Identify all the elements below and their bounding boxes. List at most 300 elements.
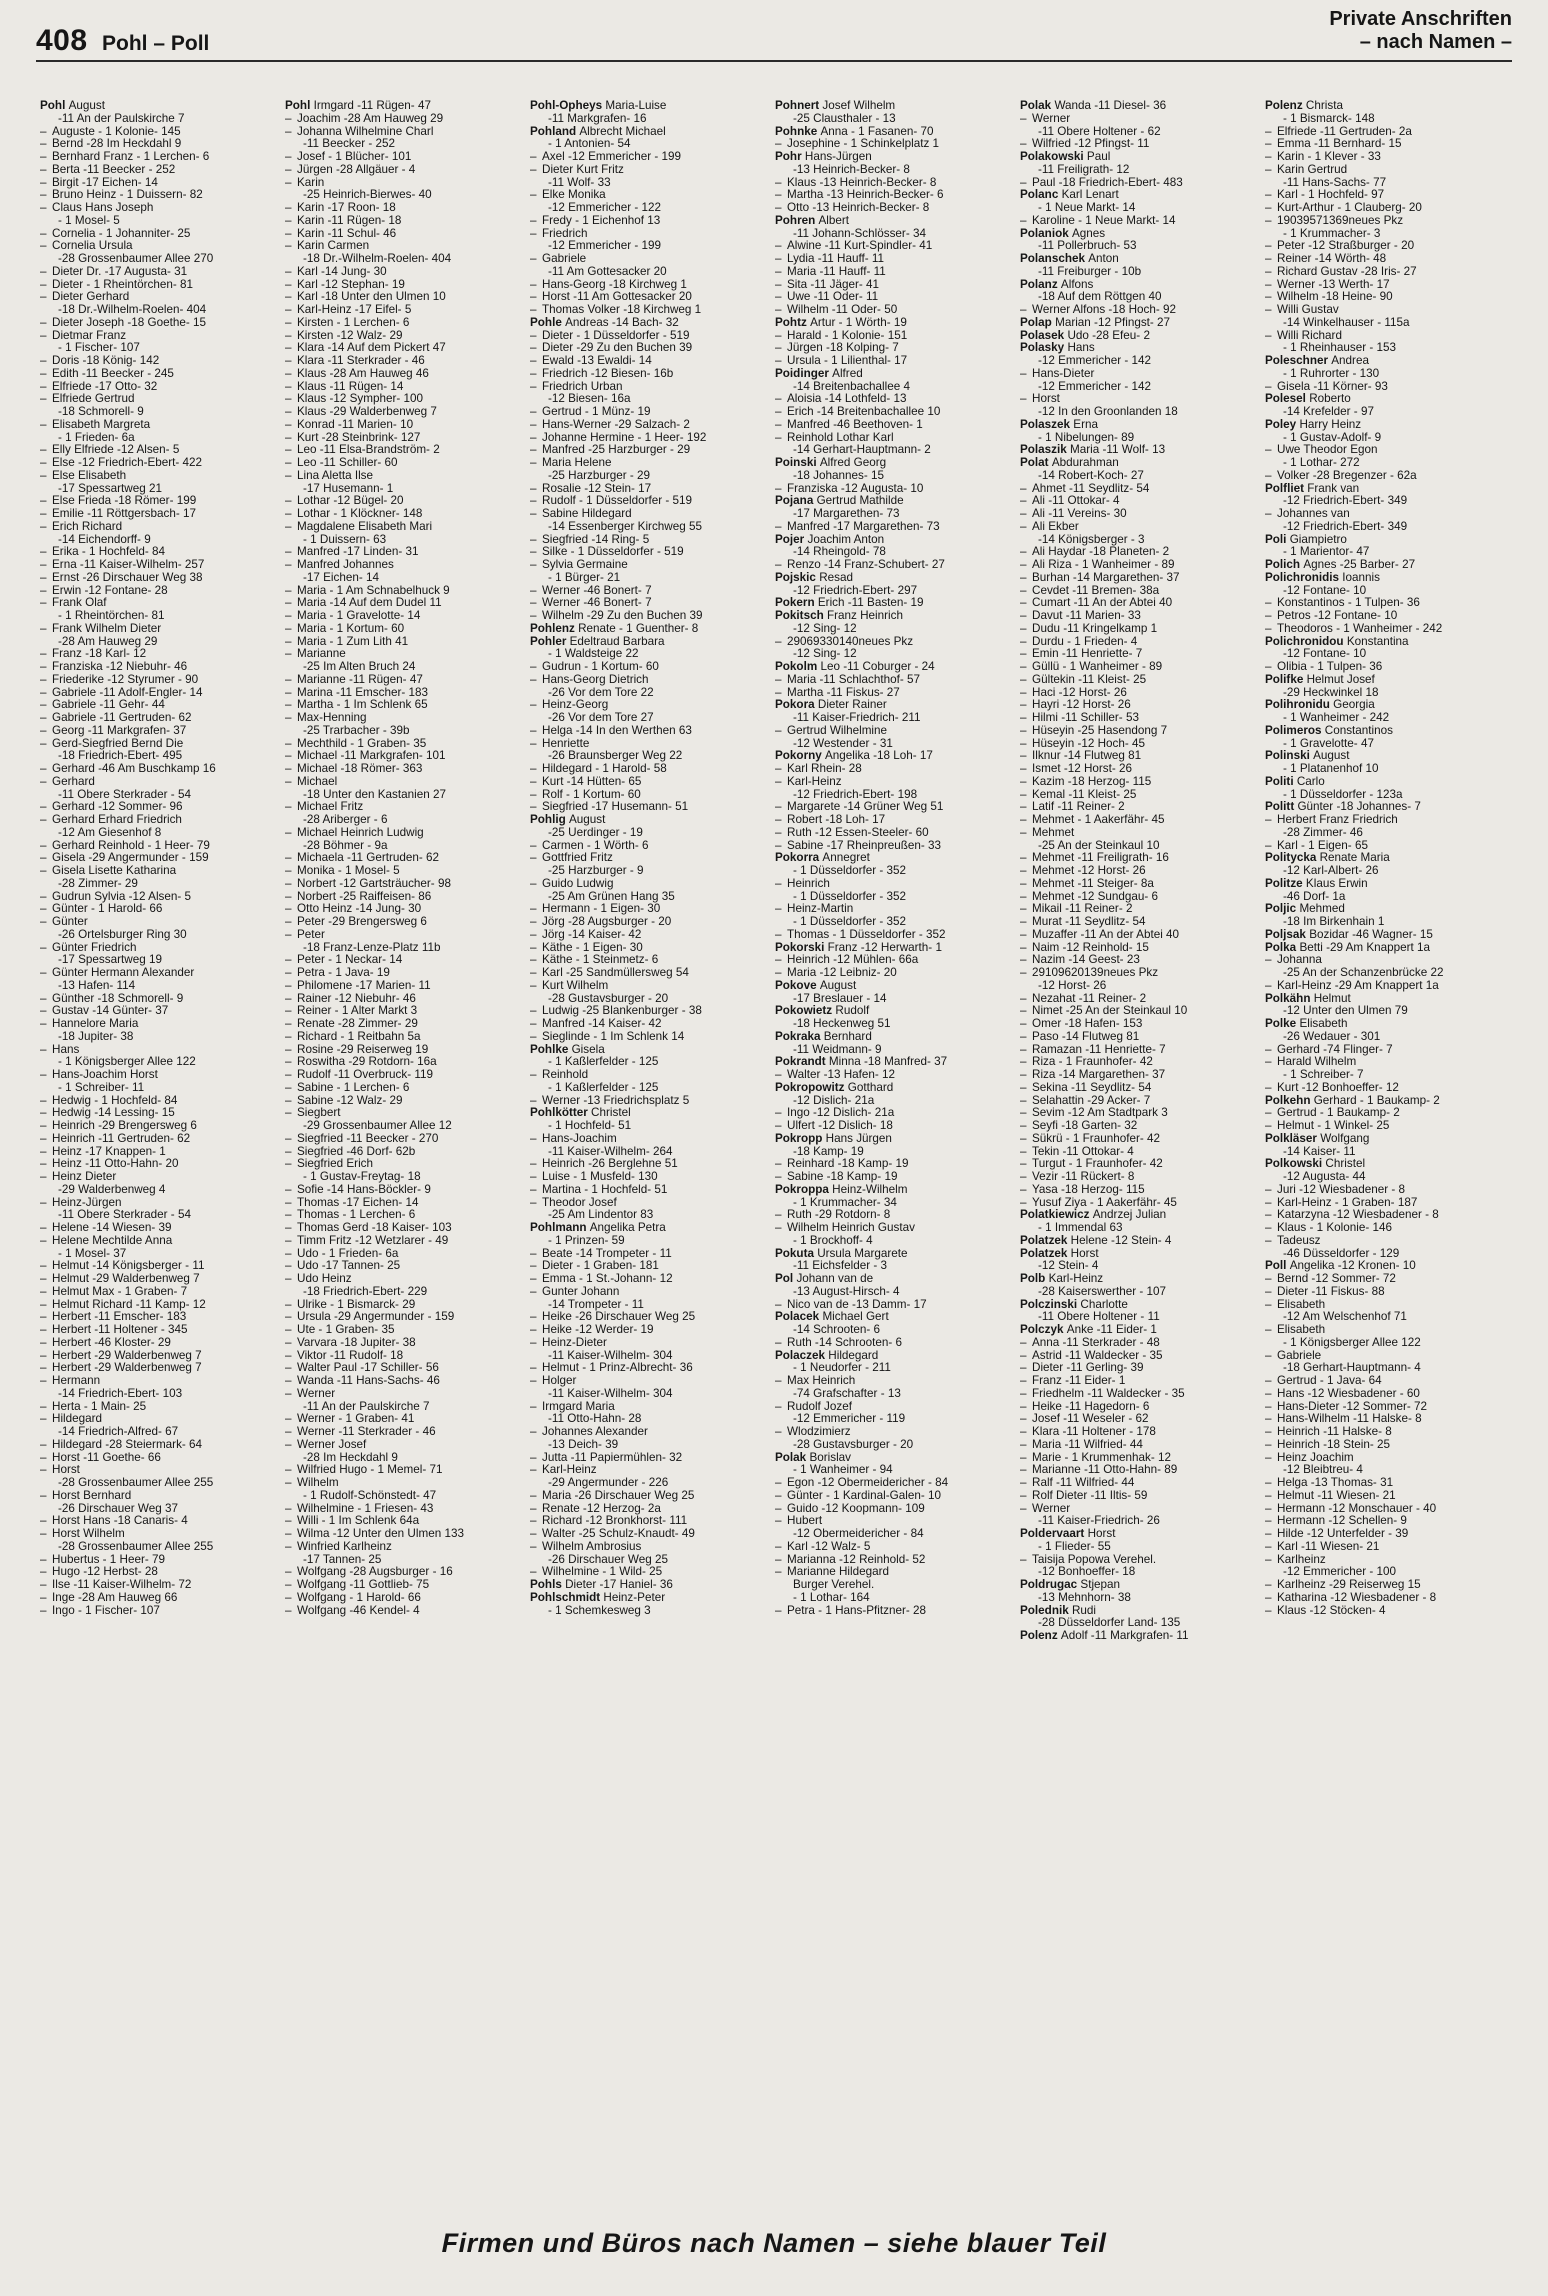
directory-entry bbox=[1020, 508, 1260, 521]
directory-entry bbox=[530, 801, 770, 814]
directory-entry bbox=[775, 1069, 1015, 1082]
same-surname-dash: – bbox=[775, 240, 782, 253]
same-surname-dash: – bbox=[1020, 737, 1027, 750]
entry-text: Emilie -11 Röttgersbach- 17 bbox=[52, 508, 196, 520]
directory-entry bbox=[285, 100, 525, 113]
entry-text: Wilhelmine - 1 Friesen- 43 bbox=[297, 1502, 434, 1515]
entry-text: -14 Robert-Koch- 27 bbox=[1038, 469, 1144, 482]
same-surname-dash: – bbox=[775, 1336, 782, 1349]
same-surname-dash: – bbox=[530, 979, 537, 992]
directory-entry bbox=[285, 1184, 525, 1197]
continuation-indent bbox=[40, 1541, 58, 1554]
entry-text: Josephine - 1 Schinkelplatz 1 bbox=[787, 138, 940, 151]
same-surname-dash: – bbox=[40, 418, 47, 431]
entry-text: Willi Richard bbox=[1277, 329, 1342, 342]
entry-text: Karl-Heinz -17 Eifel- 5 bbox=[297, 304, 412, 316]
directory-entry bbox=[40, 636, 280, 649]
entry-text: Hans-Dieter bbox=[1032, 367, 1095, 380]
directory-entry bbox=[530, 610, 770, 623]
continuation-indent bbox=[1020, 1592, 1038, 1605]
entry-text: Hildegard bbox=[828, 1349, 879, 1362]
continuation-indent bbox=[40, 980, 58, 993]
entry-text: Gertrud Mathilde bbox=[816, 495, 904, 508]
same-surname-dash: – bbox=[530, 1183, 537, 1196]
same-surname-dash: – bbox=[285, 1273, 292, 1285]
directory-entry bbox=[530, 177, 770, 190]
entry-text: Marianne -11 Rügen- 47 bbox=[297, 673, 423, 686]
entry-text: Hans-Werner -29 Salzach- 2 bbox=[542, 418, 690, 431]
directory-entry bbox=[40, 1554, 280, 1567]
directory-entry bbox=[1265, 189, 1505, 202]
directory-entry bbox=[1265, 1554, 1505, 1567]
same-surname-dash: – bbox=[285, 393, 292, 406]
entry-text: Frank Wilhelm Dieter bbox=[52, 622, 162, 635]
directory-entry bbox=[285, 1503, 525, 1516]
entry-text: Albrecht Michael bbox=[579, 125, 666, 138]
same-surname-dash: – bbox=[285, 1566, 292, 1579]
continuation-indent bbox=[1265, 916, 1283, 929]
entry-text: Heike -26 Dirschauer Weg 25 bbox=[542, 1311, 696, 1324]
directory-entry bbox=[530, 1107, 770, 1120]
same-surname-dash: – bbox=[1265, 240, 1272, 253]
same-surname-dash: – bbox=[40, 1120, 47, 1132]
same-surname-dash: – bbox=[530, 1464, 537, 1477]
directory-entry bbox=[530, 1158, 770, 1171]
same-surname-dash: – bbox=[40, 839, 47, 852]
entry-text: Frank Olaf bbox=[52, 597, 107, 610]
continuation-indent bbox=[285, 814, 303, 827]
continuation-indent bbox=[530, 202, 548, 215]
directory-entry bbox=[1020, 1350, 1260, 1363]
same-surname-dash: – bbox=[530, 278, 537, 291]
same-surname-dash: – bbox=[1020, 788, 1027, 801]
continuation-indent bbox=[285, 253, 303, 266]
entry-text: Wilhelm bbox=[297, 1477, 339, 1489]
entry-text: Gunter Johann bbox=[542, 1285, 620, 1298]
entry-text: Hans -12 Wiesbadener - 60 bbox=[1277, 1387, 1420, 1400]
directory-entry bbox=[1265, 1464, 1505, 1477]
entry-text: Burhan -14 Margarethen- 37 bbox=[1032, 571, 1180, 584]
continuation-indent bbox=[530, 1235, 548, 1248]
directory-entry bbox=[285, 1197, 525, 1210]
continuation-indent bbox=[40, 1031, 58, 1044]
same-surname-dash: – bbox=[1020, 814, 1027, 826]
entry-text: Maria -11 Schlachthof- 57 bbox=[787, 673, 920, 686]
directory-entry bbox=[285, 1209, 525, 1222]
same-surname-dash: – bbox=[775, 1069, 782, 1081]
entry-text: Hermann -12 Schellen- 9 bbox=[1277, 1515, 1407, 1528]
entry-text: Gisela Lisette Katharina bbox=[52, 865, 177, 877]
directory-entry bbox=[530, 1005, 770, 1018]
directory-entry bbox=[1020, 980, 1260, 993]
entry-text: Reinhold bbox=[542, 1069, 589, 1081]
same-surname-dash: – bbox=[40, 661, 47, 673]
entry-text: - 1 Antonien- 54 bbox=[548, 138, 631, 151]
entry-text: Josef -11 Weseler - 62 bbox=[1032, 1413, 1149, 1426]
directory-entry bbox=[775, 151, 1015, 164]
directory-entry bbox=[530, 100, 770, 113]
directory-entry bbox=[285, 126, 525, 139]
directory-entry bbox=[775, 1197, 1015, 1210]
directory-entry bbox=[1265, 1286, 1505, 1299]
same-surname-dash: – bbox=[530, 1451, 537, 1464]
same-surname-dash: – bbox=[1020, 801, 1027, 814]
same-surname-dash: – bbox=[1265, 1056, 1272, 1069]
entry-text: Kurt -12 Bonhoeffer- 12 bbox=[1277, 1081, 1399, 1094]
directory-entry bbox=[1265, 381, 1505, 394]
entry-text: Riza - 1 Fraunhofer- 42 bbox=[1032, 1056, 1153, 1069]
same-surname-dash: – bbox=[40, 291, 47, 304]
entry-text: Auguste - 1 Kolonie- 145 bbox=[52, 125, 181, 138]
directory-entry bbox=[40, 1095, 280, 1108]
entry-text: Heinz-Georg bbox=[542, 699, 609, 712]
directory-entry bbox=[775, 432, 1015, 445]
directory-entry bbox=[775, 954, 1015, 967]
entry-text: Herbert -46 Kloster- 29 bbox=[52, 1336, 171, 1349]
directory-entry bbox=[1265, 164, 1505, 177]
entry-text: -18 Jupiter- 38 bbox=[58, 1030, 134, 1043]
same-surname-dash: – bbox=[1020, 763, 1027, 775]
entry-text: Peter -12 Straßburger - 20 bbox=[1277, 240, 1415, 253]
entry-text: Astrid -11 Waldecker - 35 bbox=[1032, 1349, 1163, 1362]
entry-text: Peter -29 Brengersweg 6 bbox=[297, 916, 427, 928]
directory-entry bbox=[1020, 1554, 1260, 1567]
entry-text: Willi - 1 Im Schlenk 64a bbox=[297, 1515, 420, 1528]
directory-entry bbox=[40, 597, 280, 610]
directory-entry bbox=[775, 636, 1015, 649]
directory-entry bbox=[530, 1528, 770, 1541]
same-surname-dash: – bbox=[40, 1451, 47, 1464]
same-surname-dash: – bbox=[285, 979, 292, 992]
continuation-indent bbox=[40, 1477, 58, 1490]
surname: Polak bbox=[775, 1451, 807, 1464]
entry-text: Güllü - 1 Wanheimer - 89 bbox=[1032, 661, 1163, 673]
entry-text: Karl -11 Wiesen- 21 bbox=[1277, 1540, 1380, 1553]
entry-text: Werner Alfons -18 Hoch- 92 bbox=[1032, 304, 1176, 316]
directory-entry bbox=[40, 738, 280, 751]
same-surname-dash: – bbox=[40, 597, 47, 610]
directory-entry bbox=[285, 138, 525, 151]
entry-text: Joachim -28 Am Hauweg 29 bbox=[297, 112, 444, 125]
entry-text: Lydia -11 Hauff- 11 bbox=[787, 253, 885, 265]
continuation-indent bbox=[1265, 1337, 1283, 1350]
directory-entry bbox=[1020, 865, 1260, 878]
surname: Polkähn bbox=[1265, 992, 1311, 1005]
directory-entry bbox=[775, 865, 1015, 878]
entry-text: Werner bbox=[297, 1387, 336, 1400]
entry-text: Emma -11 Bernhard- 15 bbox=[1277, 138, 1402, 151]
entry-text: -11 Otto-Hahn- 28 bbox=[548, 1413, 642, 1426]
entry-text: Günter bbox=[52, 916, 88, 928]
same-surname-dash: – bbox=[1020, 724, 1027, 737]
continuation-indent bbox=[775, 228, 793, 241]
directory-entry bbox=[1020, 750, 1260, 763]
same-surname-dash: – bbox=[530, 699, 537, 712]
surname: Pohl-Opheys bbox=[530, 100, 603, 112]
entry-text: Holger bbox=[542, 1375, 577, 1387]
same-surname-dash: – bbox=[285, 1005, 292, 1018]
directory-entry bbox=[1265, 534, 1505, 547]
entry-text: Kirsten -12 Walz- 29 bbox=[297, 329, 403, 342]
directory-entry bbox=[1020, 942, 1260, 955]
entry-text: Alfons bbox=[1060, 278, 1094, 291]
same-surname-dash: – bbox=[285, 125, 292, 138]
directory-entry bbox=[775, 1439, 1015, 1452]
directory-entry bbox=[1265, 1311, 1505, 1324]
same-surname-dash: – bbox=[285, 1247, 292, 1260]
surname: Polfliet bbox=[1265, 482, 1304, 495]
continuation-indent bbox=[1020, 202, 1038, 215]
directory-entry bbox=[40, 215, 280, 228]
directory-entry bbox=[40, 878, 280, 891]
same-surname-dash: – bbox=[775, 253, 782, 265]
same-surname-dash: – bbox=[1265, 329, 1272, 342]
directory-entry bbox=[1265, 878, 1505, 891]
surname: Pohnert bbox=[775, 100, 820, 112]
entry-text: Helmut Max - 1 Graben- 7 bbox=[52, 1285, 188, 1298]
same-surname-dash: – bbox=[530, 1400, 537, 1413]
directory-entry bbox=[1265, 1171, 1505, 1184]
same-surname-dash: – bbox=[285, 1528, 292, 1540]
entry-text: Werner bbox=[1032, 112, 1071, 125]
entry-text: -12 Emmericher - 142 bbox=[1038, 355, 1152, 367]
directory-entry bbox=[775, 1362, 1015, 1375]
directory-entry bbox=[40, 1005, 280, 1018]
entry-text: Karin Gertrud bbox=[1277, 163, 1348, 176]
entry-text: Wilhelm -18 Heine- 90 bbox=[1277, 291, 1393, 304]
same-surname-dash: – bbox=[530, 763, 537, 775]
entry-text: - 1 Lothar- 164 bbox=[793, 1591, 870, 1604]
entry-text: -26 Braunsberger Weg 22 bbox=[548, 750, 683, 763]
same-surname-dash: – bbox=[530, 367, 537, 380]
directory-entry bbox=[1265, 610, 1505, 623]
directory-entry bbox=[40, 929, 280, 942]
entry-text: Käthe - 1 Steinmetz- 6 bbox=[542, 954, 659, 967]
continuation-indent bbox=[530, 1477, 548, 1490]
directory-entry bbox=[775, 801, 1015, 814]
directory-entry bbox=[775, 814, 1015, 827]
surname: Pokowietz bbox=[775, 1005, 833, 1018]
directory-entry bbox=[775, 623, 1015, 636]
continuation-indent bbox=[1265, 317, 1283, 330]
surname: Polenz bbox=[1020, 1630, 1058, 1642]
continuation-indent bbox=[530, 1350, 548, 1363]
entry-text: Charlotte bbox=[1080, 1298, 1128, 1311]
entry-text: Cornelia Ursula bbox=[52, 240, 133, 253]
continuation-indent bbox=[40, 954, 58, 967]
directory-entry bbox=[285, 470, 525, 483]
entry-text: Karl-Heinz bbox=[542, 1464, 597, 1477]
directory-entry bbox=[775, 687, 1015, 700]
entry-text: Thomas - 1 Lerchen- 6 bbox=[297, 1209, 416, 1222]
directory-entry bbox=[775, 674, 1015, 687]
entry-text: Erich -11 Basten- 19 bbox=[817, 597, 924, 610]
entry-text: Robert -18 Loh- 17 bbox=[787, 814, 886, 826]
same-surname-dash: – bbox=[1020, 1413, 1027, 1426]
entry-text: Mehmed bbox=[1299, 903, 1345, 916]
entry-text: -12 Friedrich-Ebert- 297 bbox=[793, 584, 918, 597]
continuation-indent bbox=[775, 1579, 793, 1592]
same-surname-dash: – bbox=[285, 1413, 292, 1426]
entry-text: Gerhard Reinhold - 1 Heer- 79 bbox=[52, 839, 210, 852]
directory-entry bbox=[1265, 1528, 1505, 1541]
same-surname-dash: – bbox=[285, 508, 292, 520]
continuation-indent bbox=[40, 253, 58, 266]
directory-entry bbox=[40, 483, 280, 496]
entry-text: Nazim -14 Geest- 23 bbox=[1032, 954, 1140, 967]
directory-entry bbox=[530, 1273, 770, 1286]
continuation-indent bbox=[530, 177, 548, 190]
entry-text: Minna -18 Manfred- 37 bbox=[828, 1056, 948, 1069]
same-surname-dash: – bbox=[285, 686, 292, 699]
directory-entry bbox=[775, 878, 1015, 891]
continuation-indent bbox=[530, 572, 548, 585]
same-surname-dash: – bbox=[285, 304, 292, 316]
directory-entry bbox=[285, 789, 525, 802]
directory-entry bbox=[40, 674, 280, 687]
same-surname-dash: – bbox=[285, 227, 292, 240]
same-surname-dash: – bbox=[40, 1171, 47, 1183]
entry-text: Sekina -11 Seydlitz- 54 bbox=[1032, 1081, 1152, 1094]
surname: Polihronidu bbox=[1265, 699, 1330, 712]
directory-entry bbox=[530, 661, 770, 674]
same-surname-dash: – bbox=[285, 406, 292, 418]
entry-text: Gabriele bbox=[542, 253, 587, 265]
directory-entry bbox=[530, 1413, 770, 1426]
same-surname-dash: – bbox=[1265, 1081, 1272, 1094]
page-header-right bbox=[1329, 8, 1512, 54]
continuation-indent bbox=[1265, 687, 1283, 700]
directory-entry bbox=[775, 508, 1015, 521]
directory-entry bbox=[530, 1082, 770, 1095]
directory-entry bbox=[40, 177, 280, 190]
directory-entry bbox=[530, 1477, 770, 1490]
directory-entry bbox=[1265, 954, 1505, 967]
entry-text: Otto -13 Heinrich-Becker- 8 bbox=[787, 202, 930, 214]
directory-entry bbox=[40, 827, 280, 840]
directory-entry bbox=[285, 1044, 525, 1057]
entry-text: -26 Dirschauer Weg 37 bbox=[58, 1502, 178, 1515]
entry-text: -25 Heinrich-Bierwes- 40 bbox=[303, 189, 432, 202]
directory-entry bbox=[1020, 1120, 1260, 1133]
entry-text: Ulfert -12 Dislich- 18 bbox=[787, 1120, 893, 1132]
same-surname-dash: – bbox=[1265, 444, 1272, 457]
same-surname-dash: – bbox=[285, 622, 292, 635]
surname: Pohlmann bbox=[530, 1222, 587, 1234]
entry-text: -18 Auf dem Röttgen 40 bbox=[1038, 291, 1162, 304]
same-surname-dash: – bbox=[530, 1158, 537, 1171]
same-surname-dash: – bbox=[285, 865, 292, 877]
entry-text: -11 Markgrafen- 16 bbox=[548, 112, 647, 125]
directory-entry bbox=[775, 444, 1015, 457]
same-surname-dash: – bbox=[530, 1375, 537, 1387]
entry-text: Karl Rhein- 28 bbox=[787, 763, 862, 775]
directory-entry bbox=[40, 202, 280, 215]
same-surname-dash: – bbox=[1265, 304, 1272, 316]
directory-entry bbox=[1265, 1401, 1505, 1414]
same-surname-dash: – bbox=[40, 1145, 47, 1158]
same-surname-dash: – bbox=[1020, 1120, 1027, 1132]
entry-text: -13 Hafen- 114 bbox=[58, 979, 136, 992]
directory-entry bbox=[530, 470, 770, 483]
directory-entry bbox=[1265, 1566, 1505, 1579]
entry-text: Andrea bbox=[1331, 355, 1369, 367]
same-surname-dash: – bbox=[40, 865, 47, 877]
directory-entry bbox=[775, 317, 1015, 330]
directory-entry bbox=[285, 266, 525, 279]
continuation-indent bbox=[775, 1362, 793, 1375]
directory-entry bbox=[40, 1248, 280, 1261]
directory-entry bbox=[40, 1082, 280, 1095]
same-surname-dash: – bbox=[530, 1260, 537, 1273]
same-surname-dash: – bbox=[285, 1081, 292, 1094]
entry-text: Jörg -28 Augsburger - 20 bbox=[542, 916, 672, 928]
same-surname-dash: – bbox=[40, 584, 47, 597]
same-surname-dash: – bbox=[285, 1094, 292, 1107]
entry-text: -25 Harzburger - 29 bbox=[548, 469, 650, 482]
entry-text: Dieter -29 Zu den Buchen 39 bbox=[542, 342, 693, 355]
entry-text: Siegfried Erich bbox=[297, 1158, 374, 1171]
continuation-indent bbox=[40, 929, 58, 942]
same-surname-dash: – bbox=[40, 1528, 47, 1540]
entry-text: Marina -11 Emscher- 183 bbox=[297, 686, 428, 699]
entry-text: Cumart -11 An der Abtei 40 bbox=[1032, 597, 1173, 610]
continuation-indent bbox=[1265, 342, 1283, 355]
directory-entry bbox=[1020, 164, 1260, 177]
directory-entry bbox=[40, 1286, 280, 1299]
entry-text: Egon -12 Obermeidericher - 84 bbox=[787, 1477, 949, 1489]
directory-entry bbox=[285, 980, 525, 993]
directory-entry bbox=[1265, 852, 1505, 865]
same-surname-dash: – bbox=[285, 316, 292, 329]
directory-entry bbox=[1265, 1031, 1505, 1044]
directory-entry bbox=[40, 661, 280, 674]
continuation-indent bbox=[1265, 546, 1283, 559]
same-surname-dash: – bbox=[1020, 1451, 1027, 1464]
surname: Pokroppa bbox=[775, 1183, 829, 1196]
entry-text: -11 Freiligrath- 12 bbox=[1038, 163, 1130, 176]
entry-text: Wanda -11 Diesel- 36 bbox=[1054, 100, 1167, 112]
directory-entry bbox=[775, 495, 1015, 508]
entry-text: Cornelia - 1 Johanniter- 25 bbox=[52, 227, 191, 240]
same-surname-dash: – bbox=[1020, 571, 1027, 584]
entry-text: Renate -12 Herzog- 2a bbox=[542, 1502, 661, 1515]
entry-text: Mikail -11 Reiner- 2 bbox=[1032, 903, 1133, 916]
directory-entry bbox=[1020, 738, 1260, 751]
entry-text: -26 Vor dem Tore 27 bbox=[548, 712, 654, 724]
directory-entry bbox=[40, 1515, 280, 1528]
entry-text: Konstantina bbox=[1346, 635, 1409, 648]
directory-entry bbox=[1020, 1235, 1260, 1248]
directory-entry bbox=[775, 891, 1015, 904]
directory-entry bbox=[1020, 1286, 1260, 1299]
same-surname-dash: – bbox=[775, 1158, 782, 1171]
directory-entry bbox=[530, 942, 770, 955]
surname: Polasky bbox=[1020, 342, 1065, 355]
entry-text: Albert bbox=[818, 214, 850, 227]
same-surname-dash: – bbox=[530, 737, 537, 750]
same-surname-dash: – bbox=[1020, 775, 1027, 788]
same-surname-dash: – bbox=[40, 1438, 47, 1451]
same-surname-dash: – bbox=[285, 444, 292, 457]
entry-text: Rudolf Jozef bbox=[787, 1400, 852, 1413]
directory-entry bbox=[1020, 610, 1260, 623]
continuation-indent bbox=[530, 1388, 548, 1401]
entry-text: Helmut -29 Walderbenweg 7 bbox=[52, 1273, 200, 1285]
same-surname-dash: – bbox=[775, 138, 782, 151]
entry-text: Angelika -18 Loh- 17 bbox=[825, 750, 933, 763]
continuation-indent bbox=[285, 534, 303, 547]
